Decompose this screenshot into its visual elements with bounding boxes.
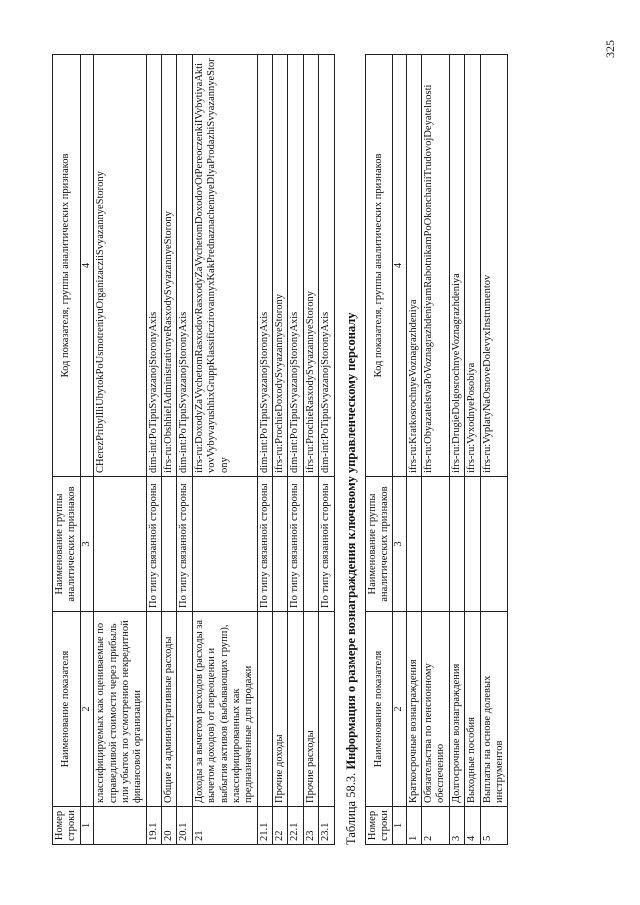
column-number: 1 [393, 807, 406, 845]
indicator-code: ifrs-ru:VyplatyNaOsnoveDolevyxInstrumentov [480, 55, 508, 477]
table-row [449, 55, 464, 845]
indicator-name: Выплаты на основе долевых инструментов [480, 612, 508, 807]
table-title-text: Информация о размере вознаграждения ключевому управленческому персоналу [343, 312, 358, 770]
group-name [162, 477, 177, 612]
indicator-code: ifrs-ru:ObyazatelstvaPoVoznagrazhdeniyamRabotnikamPoOkonchaniiTrudovojDeyatelnosti [422, 55, 450, 477]
table-title-number: Таблица 58.3. [343, 772, 358, 845]
table-row [288, 55, 303, 845]
row-number: 5 [480, 807, 508, 845]
row-number: 20.1 [177, 807, 192, 845]
group-name [273, 477, 288, 612]
group-name [406, 477, 421, 612]
column-number: 3 [393, 477, 406, 612]
indicator-name [288, 612, 303, 807]
row-number: 20 [162, 807, 177, 845]
group-name: По типу связанной стороны [146, 477, 161, 612]
column-number: 4 [80, 55, 93, 477]
indicator-code: ifrs-ru:ProchieRasxodySvyazannyeStorony [303, 55, 318, 477]
indicator-name [319, 612, 334, 807]
indicator-code: dim-int:PoTipuSvyazanojStoronyAxis [319, 55, 334, 477]
table-key-management-compensation [365, 54, 509, 845]
row-number: 3 [449, 807, 464, 845]
indicator-name [146, 612, 161, 807]
indicator-name: Краткосрочные вознаграждения [406, 612, 421, 807]
table-row [162, 55, 177, 845]
header-group-name: Наименование группы аналитических признаков [365, 477, 393, 612]
header-code: Код показателя, группы аналитических признаков [365, 55, 393, 477]
table-row [94, 55, 147, 845]
header-indicator-name: Наименование показателя [365, 612, 393, 807]
table-header-row [53, 55, 81, 845]
table-row [146, 55, 161, 845]
indicator-name: Долгосрочные вознаграждения [449, 612, 464, 807]
group-name [192, 477, 257, 612]
column-number: 1 [80, 807, 93, 845]
rotated-page-content [52, 55, 508, 845]
indicator-name: Обязательства по пенсионному обеспечению [422, 612, 450, 807]
header-row-number: Номер строки [53, 807, 81, 845]
indicator-code: dim-int:PoTipuSvyazanojStoronyAxis [177, 55, 192, 477]
row-number: 2 [422, 807, 450, 845]
indicator-code: ifrs-ru:KratkosrochnyeVoznagrazhdeniya [406, 55, 421, 477]
indicator-code: ifrs-ru:DrugieDolgosrochnyeVoznagrazhdeniya [449, 55, 464, 477]
row-number: 22.1 [288, 807, 303, 845]
table-related-parties [52, 54, 335, 845]
table-row [422, 55, 450, 845]
header-group-name: Наименование группы аналитических признаков [53, 477, 81, 612]
group-name: По типу связанной стороны [177, 477, 192, 612]
row-number: 23.1 [319, 807, 334, 845]
indicator-code: CHerezPribylIliUbytokPoUsmotreniyuOrganizacziiSvyazannyeStorony [94, 55, 147, 477]
column-number: 4 [393, 55, 406, 477]
indicator-code: ifrs-ru:VyxodnyePosobiya [465, 55, 480, 477]
table-row [192, 55, 257, 845]
table-row [257, 55, 272, 845]
indicator-code: ifrs-ru:ObshhieIAdministrativnyeRasxodySvyazannyeStorony [162, 55, 177, 477]
table-row [480, 55, 508, 845]
indicator-name: классифицируемых как оцениваемые по справедливой стоимости через прибыль или убыток по усмотрению некредитной финансовой организации [94, 612, 147, 807]
table-header-row [365, 55, 393, 845]
group-name: По типу связанной стороны [257, 477, 272, 612]
row-number: 4 [465, 807, 480, 845]
table-row [177, 55, 192, 845]
page-number: 325 [603, 40, 617, 58]
column-number: 2 [80, 612, 93, 807]
table-row [303, 55, 318, 845]
table-row [273, 55, 288, 845]
indicator-name [177, 612, 192, 807]
group-name [303, 477, 318, 612]
table-row [319, 55, 334, 845]
indicator-name: Общие и административные расходы [162, 612, 177, 807]
row-number: 23 [303, 807, 318, 845]
group-name [449, 477, 464, 612]
row-number [94, 807, 147, 845]
indicator-code: dim-int:PoTipuSvyazanojStoronyAxis [288, 55, 303, 477]
indicator-name: Выходные пособия [465, 612, 480, 807]
row-number: 19.1 [146, 807, 161, 845]
group-name: По типу связанной стороны [288, 477, 303, 612]
group-name [422, 477, 450, 612]
column-number-row [393, 55, 406, 845]
table-row [406, 55, 421, 845]
column-number: 3 [80, 477, 93, 612]
row-number: 22 [273, 807, 288, 845]
indicator-name: Прочие расходы [303, 612, 318, 807]
header-code: Код показателя, группы аналитических признаков [53, 55, 81, 477]
header-row-number: Номер строки [365, 807, 393, 845]
indicator-code: dim-int:PoTipuSvyazanojStoronyAxis [146, 55, 161, 477]
indicator-name: Доходы за вычетом расходов (расходы за вычетом доходов) от переоценки и выбытия активов (выбывающих групп), классифицированных как предназначенные для продажи [192, 612, 257, 807]
group-name [480, 477, 508, 612]
indicator-name: Прочие доходы [273, 612, 288, 807]
table-title [344, 55, 359, 845]
indicator-code: ifrs-ru:DoxodyZaVychetomRasxodovRasxodyZaVychetomDoxodovOtPereoczenkiIVybytiyaAktivovVybyvayushhixGruppKlassificzirovannyxKakPrednaznachennyeDlyaProdazhiSvyazannyeStorony [192, 55, 257, 477]
header-indicator-name: Наименование показателя [53, 612, 81, 807]
group-name: По типу связанной стороны [319, 477, 334, 612]
indicator-code: ifrs-ru:ProchieDoxodySvyazannyeStorony [273, 55, 288, 477]
indicator-name [257, 612, 272, 807]
column-number-row [80, 55, 93, 845]
group-name [94, 477, 147, 612]
row-number: 1 [406, 807, 421, 845]
row-number: 21.1 [257, 807, 272, 845]
table-row [465, 55, 480, 845]
column-number: 2 [393, 612, 406, 807]
group-name [465, 477, 480, 612]
indicator-code: dim-int:PoTipuSvyazanojStoronyAxis [257, 55, 272, 477]
row-number: 21 [192, 807, 257, 845]
